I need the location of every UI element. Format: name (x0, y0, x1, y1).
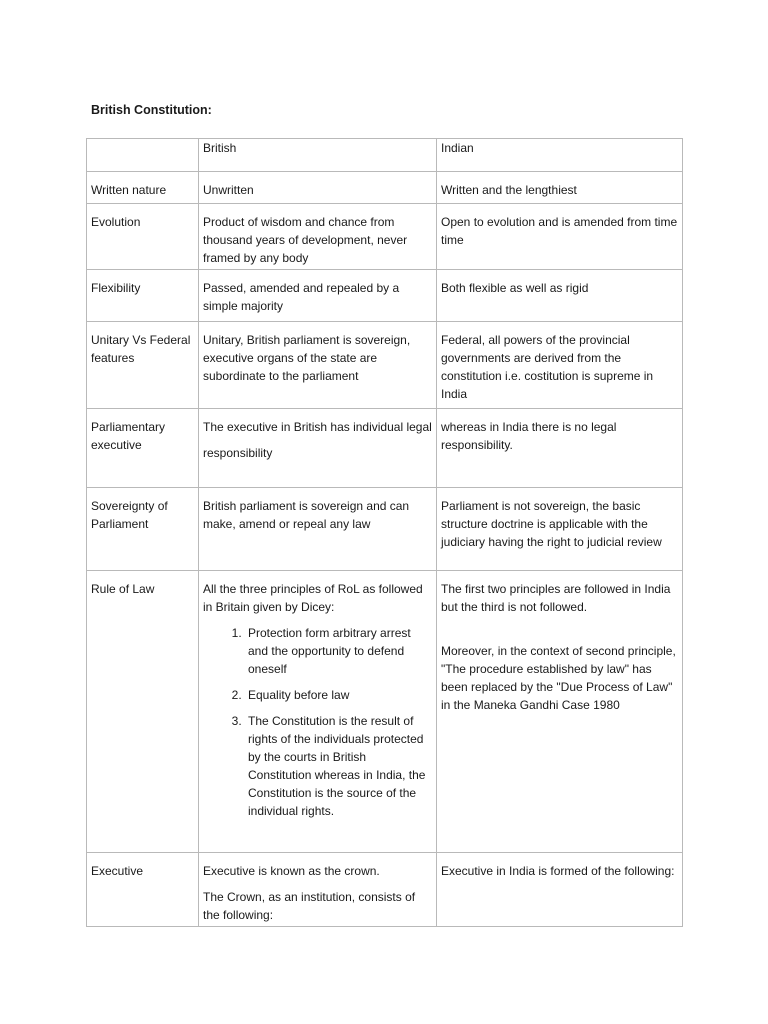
header-cell-feature (87, 139, 199, 172)
indian-text: Both flexible as well as rigid (441, 281, 589, 295)
feature-cell (87, 488, 199, 571)
feature-text: Rule of Law (91, 582, 155, 596)
header-cell-indian: Indian (437, 139, 683, 172)
table-row (87, 270, 683, 322)
british-text: Unitary, British parliament is sovereign, executive organs of the state are subordinate to the parliament (203, 333, 411, 383)
feature-cell (87, 204, 199, 270)
british-cell (199, 853, 437, 927)
feature-cell (87, 571, 199, 853)
feature-text: Parliamentary executive (91, 420, 166, 452)
table-header-row (87, 139, 683, 172)
british-text-extra: The Crown, as an institution, consists of the following: (203, 890, 416, 922)
feature-text: Sovereignty of Parliament (91, 499, 168, 531)
indian-cell (437, 322, 683, 409)
feature-text: Written nature (91, 183, 167, 197)
indian-cell (437, 409, 683, 488)
indian-text: Parliament is not sovereign, the basic structure doctrine is applicable with the judiciary having the right to judicial review (441, 499, 662, 549)
indian-text: whereas in India there is no legal responsibility. (441, 420, 617, 452)
feature-text: Executive (91, 864, 144, 878)
header-cell-british: British (199, 139, 437, 172)
indian-cell (437, 488, 683, 571)
comparison-table (86, 138, 683, 927)
indian-text: Federal, all powers of the provincial governments are derived from the constitution i.e. costitution is supreme in India (441, 333, 654, 401)
feature-cell (87, 172, 199, 204)
indian-text: Executive in India is formed of the following: (441, 864, 675, 878)
feature-cell (87, 409, 199, 488)
dicey-principles-list (203, 624, 432, 820)
indian-cell (437, 172, 683, 204)
indian-cell (437, 270, 683, 322)
british-text: All the three principles of RoL as followed in Britain given by Dicey: (203, 582, 423, 614)
british-text: Passed, amended and repealed by a simple majority (203, 281, 400, 313)
indian-text: The first two principles are followed in India but the third is not followed. (441, 582, 671, 614)
table-row (87, 172, 683, 204)
feature-cell (87, 270, 199, 322)
table-row (87, 322, 683, 409)
indian-cell (437, 571, 683, 853)
feature-cell (87, 853, 199, 927)
british-text: Executive is known as the crown. (203, 864, 380, 878)
british-cell (199, 204, 437, 270)
british-cell (199, 322, 437, 409)
list-item: 2. Equality before law (245, 686, 432, 704)
british-text: The executive in British has individual legal (203, 420, 432, 434)
indian-text: Written and the lengthiest (441, 183, 577, 197)
list-item: 1. Protection form arbitrary arrest and the opportunity to defend oneself (245, 624, 432, 678)
table-row (87, 409, 683, 488)
table-row (87, 571, 683, 853)
feature-text: Unitary Vs Federal features (91, 333, 191, 365)
british-cell (199, 571, 437, 853)
british-text: British parliament is sovereign and can make, amend or repeal any law (203, 499, 410, 531)
british-text: Product of wisdom and chance from thousand years of development, never framed by any body (203, 215, 408, 265)
indian-cell (437, 204, 683, 270)
british-cell (199, 270, 437, 322)
document-title: British Constitution: (91, 103, 212, 117)
feature-text: Evolution (91, 215, 141, 229)
indian-text-extra: Moreover, in the context of second principle, "The procedure established by law" has been replaced by the "Due Process of Law" in the Maneka Gandhi Case 1980 (441, 644, 676, 712)
indian-text: Open to evolution and is amended from time time (441, 215, 678, 247)
table-row (87, 204, 683, 270)
feature-cell (87, 322, 199, 409)
table-row (87, 488, 683, 571)
feature-text: Flexibility (91, 281, 141, 295)
indian-cell (437, 853, 683, 927)
british-text-extra: responsibility (203, 446, 273, 460)
list-item: 3. The Constitution is the result of rights of the individuals protected by the courts in British Constitution whereas in India, the Constitution is the source of the individual rights. (245, 712, 432, 820)
british-cell (199, 488, 437, 571)
table-row (87, 853, 683, 927)
british-cell (199, 172, 437, 204)
british-cell (199, 409, 437, 488)
british-text: Unwritten (203, 183, 254, 197)
